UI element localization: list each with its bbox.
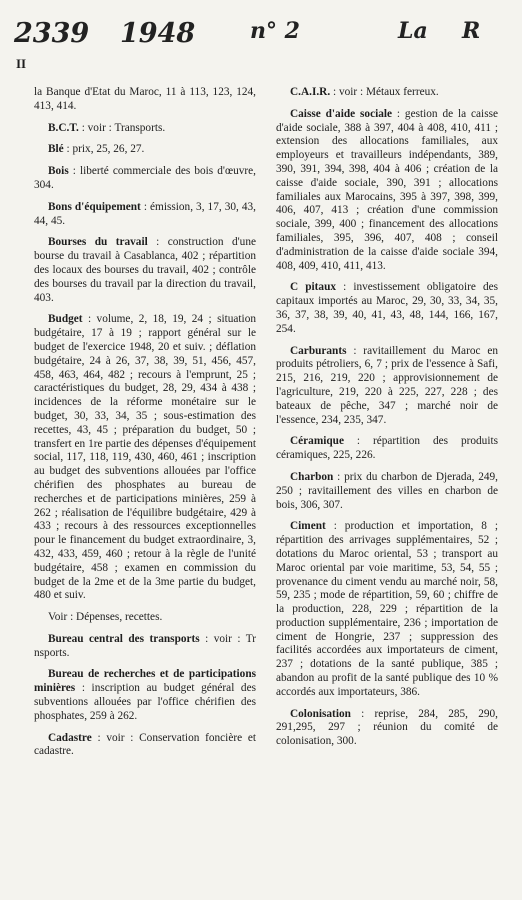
- index-references: : voir : Conservation foncière et cadastre.: [34, 731, 256, 758]
- index-term: Bureau de recherches et de participations minières: [34, 668, 256, 695]
- index-term: Charbon: [290, 470, 334, 483]
- index-references: : investissement obligatoire des capitaux importés au Maroc, 29, 30, 33, 34, 35, 36, 37, 38, 39, 40, 41, 43, 48, 144, 166, 167, 254.: [276, 281, 499, 335]
- index-term: Bourses du travail: [48, 236, 148, 249]
- index-references: : voir : Tr nsports.: [34, 632, 256, 659]
- index-term: B.C.T.: [48, 121, 79, 134]
- page-number: II: [16, 56, 27, 71]
- index-entry: [276, 86, 498, 100]
- handwritten-note: La: [398, 18, 428, 44]
- index-term: Céramique: [290, 435, 344, 448]
- index-references: : voir : Transports.: [78, 121, 166, 134]
- index-entry: [34, 122, 256, 136]
- index-term: Bureau central des transports: [48, 632, 200, 645]
- index-references: : prix, 25, 26, 27.: [63, 143, 145, 156]
- index-entry: [276, 708, 498, 749]
- handwritten-issue: n° 2: [250, 18, 300, 44]
- index-references: : reprise, 284, 285, 290, 291,295, 297 ; réunion du comité de colonisation, 300.: [276, 707, 498, 748]
- index-entry: [34, 143, 256, 157]
- index-term: Bois: [48, 165, 69, 178]
- index-column-right: [276, 86, 498, 757]
- index-references: : volume, 2, 18, 19, 24 ; situation budgétaire, 17 à 19 ; rapport général sur le budget de l'exercice 1948, 20 et suiv. ; déflation budgétaire, 24 à 26, 37, 38, 39, 51, 456, 457, 458, 463, 464, 482 ; recours à l'emprunt, 25 ; caractéristiques du budget, 28, 29, 434 à 438 ; incidences de la réforme monétaire sur le budget, 30, 33, 34, 35 ; sous-estimation des recettes, 43, 45 ; préparation du budget, 50 ; transfert en 1re partie des dépenses d'équipement social, 117, 118, 119, 430, 460, 461 ; inscription au budget des subventions allouées par l'office chérifien des phosphates au bureau de recherches et de participations minières, 259 à 262 ; réalisation de l'équilibre budgétaire, 429 à 433 ; recours à des ressources exceptionnelles pour le financement du budget extraordinaire, 3, 432, 433, 459, 460 ; retour à la règle de l'unité budgétaire, 458 ; examen en commission du budget de la 2me et de la 3me partie du budget, 480 et suiv.: [34, 313, 256, 602]
- handwritten-year: 1948: [120, 18, 196, 49]
- index-entry: [34, 313, 256, 603]
- index-term: Blé: [48, 143, 64, 156]
- index-references: Voir : Dépenses, recettes.: [48, 611, 163, 624]
- index-entry: [276, 520, 498, 699]
- index-references: : production et importation, 8 ; répartition des arrivages supplémentaires, 52 ; dotations du Maroc oriental, 53 ; transport au Maroc oriental par voie maritime, 53, 54, 55 ; provenance du ciment vendu au marché noir, 58, 59, 235 ; mode de répartition, 59, 60 ; chiffre de la production, 228, 229 ; répartition de la production supplémentaire, 236 ; importation de ciment de Hongrie, 237 ; suppression des facilités accordées aux importateurs de ciment, 237 ; dotations de la santé publique, 385 ; abandon au profit de la santé publique des 10 % accordés aux importateurs, 386.: [276, 520, 498, 698]
- index-term: C.A.I.R.: [290, 86, 331, 98]
- index-entry: [34, 668, 256, 723]
- index-entry: [276, 345, 498, 428]
- index-term: Budget: [48, 313, 83, 326]
- index-column-left: [34, 86, 256, 767]
- index-entry: [34, 165, 256, 193]
- index-term: Ciment: [290, 520, 326, 533]
- index-references: : voir : Métaux ferreux.: [330, 86, 439, 98]
- index-references: : construction d'une bourse du travail à Casablanca, 402 ; répartition des locaux des bourses du travail, 402 ; contrôle des bourses du travail par la direction du travail, 403.: [34, 236, 256, 304]
- index-entry: [276, 435, 498, 463]
- index-term: C pitaux: [290, 281, 337, 294]
- index-term: Cadastre: [48, 731, 92, 744]
- index-entry: [276, 108, 498, 274]
- index-entry: [276, 281, 498, 336]
- index-references: : répartition des produits céramiques, 225, 226.: [276, 435, 498, 462]
- index-term: Bons d'équipement: [48, 200, 141, 213]
- handwritten-initial: R: [462, 18, 481, 44]
- index-entry: [34, 633, 256, 661]
- index-entry: [34, 201, 256, 229]
- index-entry: [34, 732, 256, 760]
- index-entry: [34, 236, 256, 305]
- index-references: : gestion de la caisse d'aide sociale, 388 à 397, 404 à 408, 410, 411 ; extension des allocations familiales, aux employeurs et travailleurs indépendants, 389, 390, 391, 394, 398, 404 à 406 ; création de la caisse d'aide sociale, 390, 391 ; allocations familiales aux Marocains, 395 à 397, 398, 399, 406, 407, 413 ; création d'une commission sociale, 399, 400 ; financement des allocations familiales, 395, 396, 407, 408 ; conseil d'administration de la caisse d'aide sociale 394, 408, 409, 410, 411, 413.: [276, 107, 499, 272]
- index-term: Caisse d'aide sociale: [290, 107, 393, 120]
- index-entry: [34, 86, 256, 114]
- index-entry: [34, 611, 256, 625]
- index-references: : inscription au budget général des subventions allouées par l'office chérifien des phosphates, 259 à 262.: [34, 682, 256, 722]
- index-references: : prix du charbon de Djerada, 249, 250 ; ravitaillement des villes en charbon de bois, 306, 307.: [276, 470, 498, 511]
- index-entry: [276, 471, 498, 512]
- index-term: Carburants: [290, 344, 347, 357]
- index-references: : liberté commerciale des bois d'œuvre, 304.: [34, 165, 256, 191]
- index-references: la Banque d'Etat du Maroc, 11 à 113, 123, 124, 413, 414.: [34, 86, 256, 112]
- index-references: : ravitaillement du Maroc en produits pétroliers, 6, 7 ; prix de l'essence à Safi, 215, 216, 219, 220 ; approvisionnement de l'agriculture, 219, 220 à 225, 227, 228 ; des bateaux de pêche, 347 ; marché noir de l'essence, 234, 235, 347.: [276, 344, 498, 426]
- index-term: Colonisation: [290, 707, 351, 720]
- index-references: : émission, 3, 17, 30, 43, 44, 45.: [34, 200, 256, 227]
- handwritten-number: 2339: [14, 18, 90, 49]
